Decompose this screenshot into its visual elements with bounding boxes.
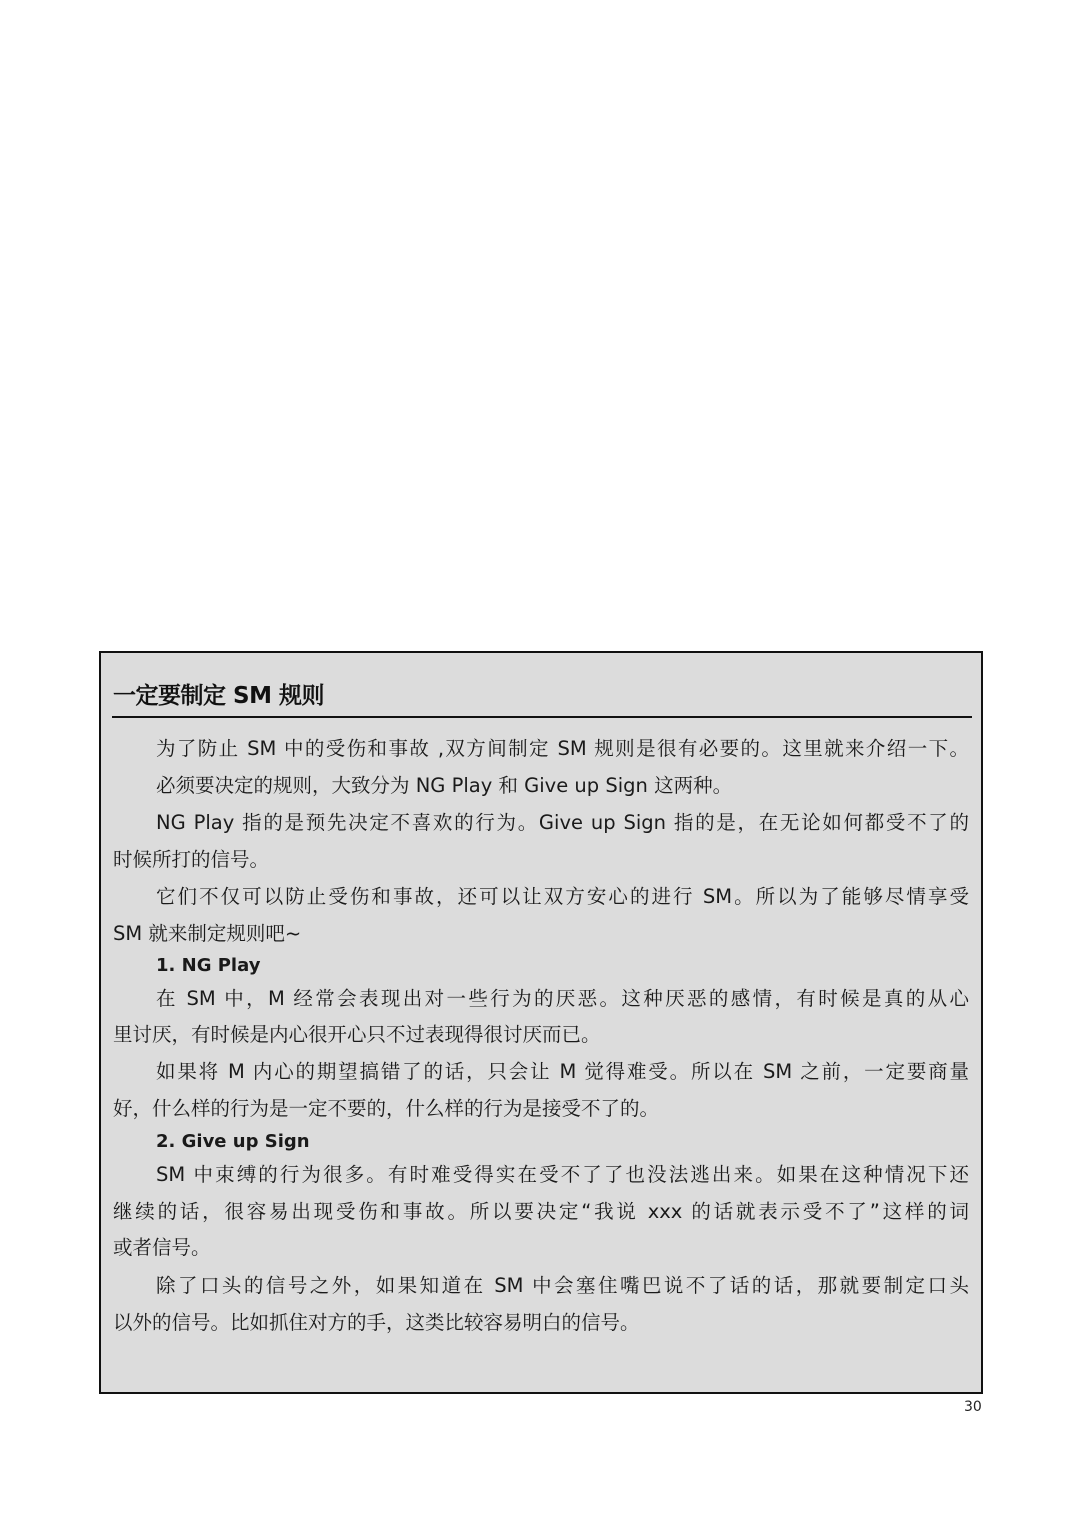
paragraph-line: SM 就来制定规则吧~ (113, 922, 302, 945)
subheading-give-up-sign: 2. Give up Sign (156, 1131, 310, 1152)
paragraph-line: 继续的话，很容易出现受伤和事故。所以要决定“我说 xxx 的话就表示受不了”这样的词 (113, 1200, 969, 1223)
section-title: 一定要制定 SM 规则 (113, 683, 324, 709)
paragraph-line: 除了口头的信号之外，如果知道在 SM 中会塞住嘴巴说不了话的话，那就要制定口头 (156, 1274, 969, 1297)
paragraph-line: 为了防止 SM 中的受伤和事故 ,双方间制定 SM 规则是很有必要的。这里就来介绍一下。 (156, 737, 969, 760)
paragraph-line: NG Play 指的是预先决定不喜欢的行为。Give up Sign 指的是，在无论如何都受不了的 (156, 811, 969, 834)
title-divider (112, 716, 972, 718)
paragraph-line: 里讨厌，有时候是内心很开心只不过表现得很讨厌而已。 (113, 1023, 601, 1046)
paragraph-line: 时候所打的信号。 (113, 848, 270, 871)
subheading-ng-play: 1. NG Play (156, 955, 261, 976)
paragraph-line: 以外的信号。比如抓住对方的手，这类比较容易明白的信号。 (113, 1311, 640, 1334)
paragraph-line: 好，什么样的行为是一定不要的，什么样的行为是接受不了的。 (113, 1097, 660, 1120)
paragraph-line: 如果将 M 内心的期望搞错了的话，只会让 M 觉得难受。所以在 SM 之前，一定要商量 (156, 1060, 969, 1083)
paragraph-line: SM 中束缚的行为很多。有时难受得实在受不了了也没法逃出来。如果在这种情况下还 (156, 1163, 969, 1186)
rules-box (99, 651, 983, 1394)
paragraph-line: 它们不仅可以防止受伤和事故，还可以让双方安心的进行 SM。所以为了能够尽情享受 (156, 885, 969, 908)
paragraph-line: 必须要决定的规则，大致分为 NG Play 和 Give up Sign 这两种。 (156, 774, 733, 797)
paragraph-line: 或者信号。 (113, 1236, 211, 1259)
page-number: 30 (964, 1399, 982, 1415)
paragraph-line: 在 SM 中，M 经常会表现出对一些行为的厌恶。这种厌恶的感情，有时候是真的从心 (156, 987, 969, 1010)
